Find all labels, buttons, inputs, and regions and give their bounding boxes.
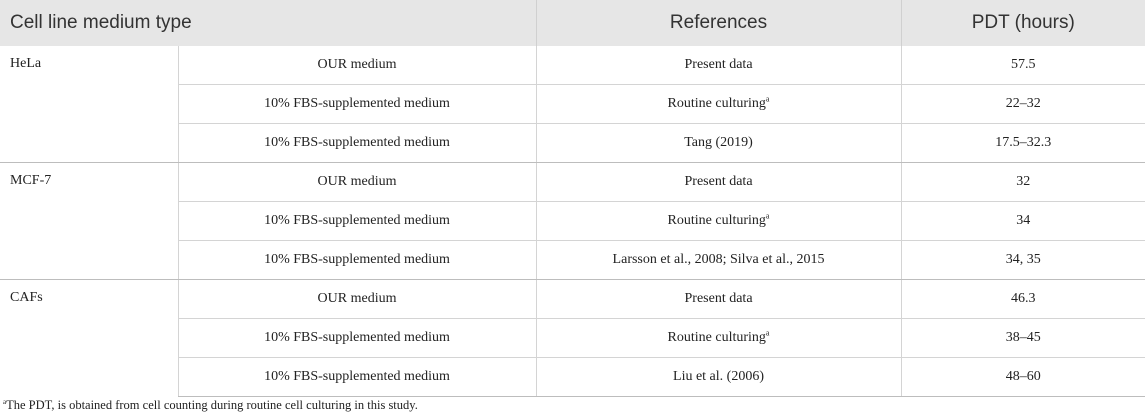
pdt-value-cell: 17.5–32.3: [901, 124, 1145, 163]
reference-cell: [536, 319, 901, 358]
reference-cell: [536, 280, 901, 319]
pdt-value-cell: 57.5: [901, 46, 1145, 85]
reference-cell: [536, 124, 901, 163]
table-row: [0, 280, 1145, 319]
cell-line-name: MCF-7: [0, 163, 178, 280]
header-cell-line-medium-type: Cell line medium type: [0, 0, 536, 46]
reference-text: Larsson et al., 2008; Silva et al., 2015: [612, 252, 825, 267]
pdt-value-cell: 46.3: [901, 280, 1145, 319]
reference-text: Present data: [684, 57, 753, 72]
reference-text: Present data: [684, 291, 753, 306]
medium-type-cell: 10% FBS-supplemented medium: [178, 358, 536, 397]
header-row: [0, 0, 1145, 46]
pdt-value-cell: 32: [901, 163, 1145, 202]
pdt-value-cell: 38–45: [901, 319, 1145, 358]
table-row: [0, 46, 1145, 85]
medium-type-cell: OUR medium: [178, 280, 536, 319]
header-pdt-hours: PDT (hours): [901, 0, 1145, 46]
pdt-value-cell: 48–60: [901, 358, 1145, 397]
reference-text: Tang (2019): [684, 135, 753, 150]
footnote-mark: a: [3, 397, 7, 406]
reference-cell: [536, 358, 901, 397]
medium-type-cell: 10% FBS-supplemented medium: [178, 319, 536, 358]
cell-line-name: CAFs: [0, 280, 178, 397]
footnote-mark: a: [765, 211, 770, 221]
reference-cell: [536, 163, 901, 202]
pdt-value-cell: 34, 35: [901, 241, 1145, 280]
medium-type-cell: OUR medium: [178, 46, 536, 85]
pdt-value-cell: 22–32: [901, 85, 1145, 124]
medium-type-cell: OUR medium: [178, 163, 536, 202]
table-row: [0, 163, 1145, 202]
table-body: [0, 46, 1145, 397]
reference-text: Liu et al. (2006): [673, 369, 764, 384]
footnote-mark: a: [765, 94, 770, 104]
reference-cell: [536, 202, 901, 241]
footnote-mark: a: [765, 328, 770, 338]
medium-type-cell: 10% FBS-supplemented medium: [178, 85, 536, 124]
reference-cell: [536, 241, 901, 280]
pdt-value-cell: 34: [901, 202, 1145, 241]
reference-text: Routine culturing: [667, 213, 766, 228]
header-references: References: [536, 0, 901, 46]
reference-text: Present data: [684, 174, 753, 189]
reference-cell: [536, 46, 901, 85]
medium-type-cell: 10% FBS-supplemented medium: [178, 202, 536, 241]
medium-type-cell: 10% FBS-supplemented medium: [178, 241, 536, 280]
footnote-text: The PDT, is obtained from cell counting during routine cell culturing in this study.: [6, 398, 418, 412]
reference-cell: [536, 85, 901, 124]
reference-text: Routine culturing: [667, 330, 766, 345]
footnote: [3, 398, 418, 413]
reference-text: Routine culturing: [667, 96, 766, 111]
cell-line-name: HeLa: [10, 56, 42, 71]
medium-type-cell: 10% FBS-supplemented medium: [178, 124, 536, 163]
